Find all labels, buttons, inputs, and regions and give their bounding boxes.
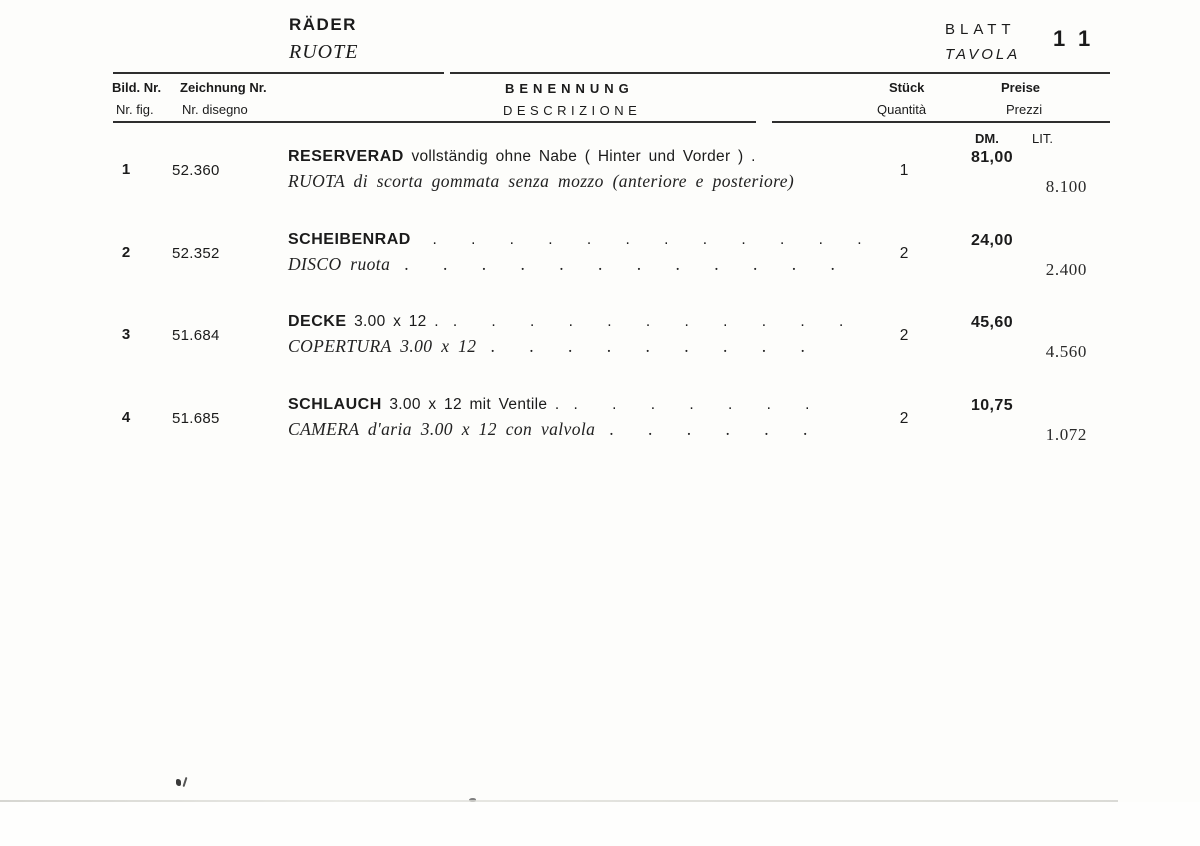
column-header-drawing-german: Zeichnung Nr. xyxy=(180,80,267,95)
description-german xyxy=(288,148,888,166)
fig-number: 2 xyxy=(121,244,131,261)
description-cell xyxy=(288,231,888,275)
price-dm-value: 45,60 xyxy=(970,314,1013,331)
column-header-name-german: BENENNUNG xyxy=(505,81,634,96)
dot-leader: . . . . . . xyxy=(609,419,808,439)
description-italian xyxy=(288,171,888,192)
dot-leader: . . . . . . . . . . . xyxy=(452,313,844,330)
part-name-italian: COPERTURA 3.00 x 12 xyxy=(288,336,477,356)
column-header-qty-german: Stück xyxy=(889,80,925,95)
dot-leader: . . . . . . . . . . . . xyxy=(404,254,835,274)
column-header-drawing-italian: Nr. disegno xyxy=(182,102,248,117)
quantity-value: 2 xyxy=(899,410,909,427)
description-italian xyxy=(288,254,888,275)
dot-leader: . . . . . . . . . . . . xyxy=(432,231,862,248)
part-detail-german: 3.00 x 12 . xyxy=(354,313,439,330)
description-german xyxy=(288,231,888,249)
price-dm-value: 10,75 xyxy=(970,397,1013,414)
price-dm-value: 81,00 xyxy=(970,149,1013,166)
currency-header-lit: LIT. xyxy=(1032,131,1053,146)
currency-header-dm: DM. xyxy=(975,131,999,146)
price-lit-value: 8.100 xyxy=(1045,177,1087,196)
sheet-label-italian: TAVOLA xyxy=(945,46,1021,63)
part-detail-german: 3.00 x 12 mit Ventile . xyxy=(389,396,560,413)
part-name-german: RESERVERAD xyxy=(288,148,404,165)
quantity-value: 2 xyxy=(899,245,909,262)
part-name-italian: DISCO ruota xyxy=(288,254,391,274)
drawing-number: 52.352 xyxy=(172,245,220,262)
part-name-german: SCHEIBENRAD xyxy=(288,231,411,248)
table-row xyxy=(0,313,1200,383)
header-rule-right-segment xyxy=(772,121,1110,123)
quantity-value: 2 xyxy=(899,327,909,344)
sheet-number: 11 xyxy=(1053,26,1105,51)
description-cell xyxy=(288,313,888,357)
page-title-german: RÄDER xyxy=(289,15,357,34)
page-title-italian: RUOTE xyxy=(289,41,359,63)
description-german xyxy=(288,313,888,331)
part-name-italian: RUOTA di scorta gommata senza mozzo (anteriore e posteriore) xyxy=(288,171,795,191)
price-dm-value: 24,00 xyxy=(970,232,1013,249)
sheet-label-german: BLATT xyxy=(945,21,1016,38)
price-lit-value: 4.560 xyxy=(1045,342,1087,361)
page-edge-margin xyxy=(0,802,1200,846)
column-header-price-german: Preise xyxy=(1001,80,1041,95)
part-name-german: SCHLAUCH xyxy=(288,396,382,413)
top-rule-left-segment xyxy=(113,72,444,74)
dot-leader xyxy=(794,171,808,191)
price-lit-value: 1.072 xyxy=(1045,425,1087,444)
column-header-fig-german: Bild. Nr. xyxy=(112,80,162,95)
price-lit-value: 2.400 xyxy=(1045,260,1087,279)
ink-speck xyxy=(176,779,181,786)
column-header-qty-italian: Quantità xyxy=(877,102,927,117)
table-row xyxy=(0,148,1200,218)
column-header-price-italian: Prezzi xyxy=(1006,102,1043,117)
description-cell xyxy=(288,396,888,440)
table-row xyxy=(0,231,1200,301)
column-header-name-italian: DESCRIZIONE xyxy=(503,103,642,118)
dot-leader xyxy=(756,148,770,165)
drawing-number: 51.684 xyxy=(172,327,220,344)
description-italian xyxy=(288,336,888,357)
ink-speck xyxy=(183,777,188,787)
description-cell xyxy=(288,148,888,192)
description-german xyxy=(288,396,888,414)
description-italian xyxy=(288,419,888,440)
part-name-italian: CAMERA d'aria 3.00 x 12 con valvola xyxy=(288,419,596,439)
fig-number: 3 xyxy=(121,326,131,343)
fig-number: 4 xyxy=(121,409,131,426)
top-rule-right-segment xyxy=(450,72,1110,74)
column-header-fig-italian: Nr. fig. xyxy=(116,102,154,117)
part-detail-german: vollständig ohne Nabe ( Hinter und Vorder ) . xyxy=(411,148,756,165)
drawing-number: 51.685 xyxy=(172,410,220,427)
dot-leader: . . . . . . . . . xyxy=(490,336,805,356)
quantity-value: 1 xyxy=(899,162,909,179)
header-rule-left-segment xyxy=(113,121,756,123)
fig-number: 1 xyxy=(121,161,131,178)
drawing-number: 52.360 xyxy=(172,162,220,179)
dot-leader: . . . . . . . xyxy=(573,396,810,413)
table-row xyxy=(0,396,1200,466)
part-name-german: DECKE xyxy=(288,313,347,330)
